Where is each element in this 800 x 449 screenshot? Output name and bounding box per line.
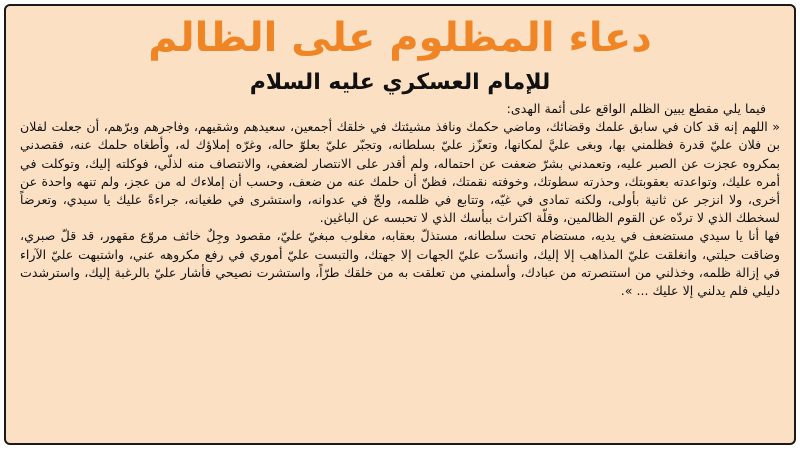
page-subtitle: للإمام العسكري عليه السلام bbox=[249, 70, 551, 95]
page-title: دعاء المظلوم على الظالم bbox=[148, 15, 652, 61]
dua-body bbox=[20, 100, 780, 300]
dua-card bbox=[4, 4, 796, 445]
intro-line: فيما يلي مقطع يبين الظلم الواقع على أئمة الهدى: bbox=[506, 101, 766, 116]
paragraph-1: « اللهم إنه قد كان في سابق علمك وقضائك، وماضي حكمك ونافذ مشيئتك في خلقك أجمعين، سعيدهم وشقيهم، وفاجرهم وبرّهم، أن جعلت لفلان بن فلان عليّ قدرة فظلمني بها، وبغى عليَّ لمكانها، وتعزّز عليّ بسلطانه، وتجبّر عليّ بعلوّ حاله، وغرّه إملاؤك له، وأطغاه حلمك عنه، فقصدني بمكروه عجزت عن الصبر عليه، وتعمدني بشرّ ضعفت عن احتماله، ولم أقدر على الانتصار لضعفي، والانتصاف منه لذلّي، فوكلته إليك، وتوكلت في أمره عليك، وتواعدته بعقوبتك، وحذرته سطوتك، وخوفته نقمتك، فظنّ أن حلمك عنه من ضعف، وحسب أن إملاءك له من عجز، ولم تنهه واحدة عن أخرى، ولا انزجر عن ثانية بأولى، ولكنه تمادى في غيّه، وتتابع في ظلمه، ولجّ في عدوانه، واستشرى في طغيانه، جراءةً عليك يا سيدي، وتعرضاً لسخطك الذي لا تردّه عن القوم الظالمين، وقلّة اكتراث ببأسك الذي لا تحبسه عن الباغين. bbox=[20, 119, 780, 226]
paragraph-2: فها أنا يا سيدي مستضعف في يديه، مستضام تحت سلطانه، مستذلّ بعقابه، مغلوب مبغيّ عليّ، مقصود وجِلٌ خائف مروّع مقهور، قد قلّ صبري، وضاقت حيلتي، وانغلقت عليّ المذاهب إلا إليك، وانسدّت عليّ الجهات إلا جهتك، والتبست عليّ أموري في رفع مكروهه عني، واشتبهت عليّ الآراء في إزالة ظلمه، وخذلني من استنصرته من عبادك، وأسلمني من تعلقت به من خلقك طرّاً، واستشرت نصيحي فأشار عليّ بالرغبة إليك، واسترشدت دليلي فلم يدلني إلا عليك ... ». bbox=[20, 228, 780, 299]
